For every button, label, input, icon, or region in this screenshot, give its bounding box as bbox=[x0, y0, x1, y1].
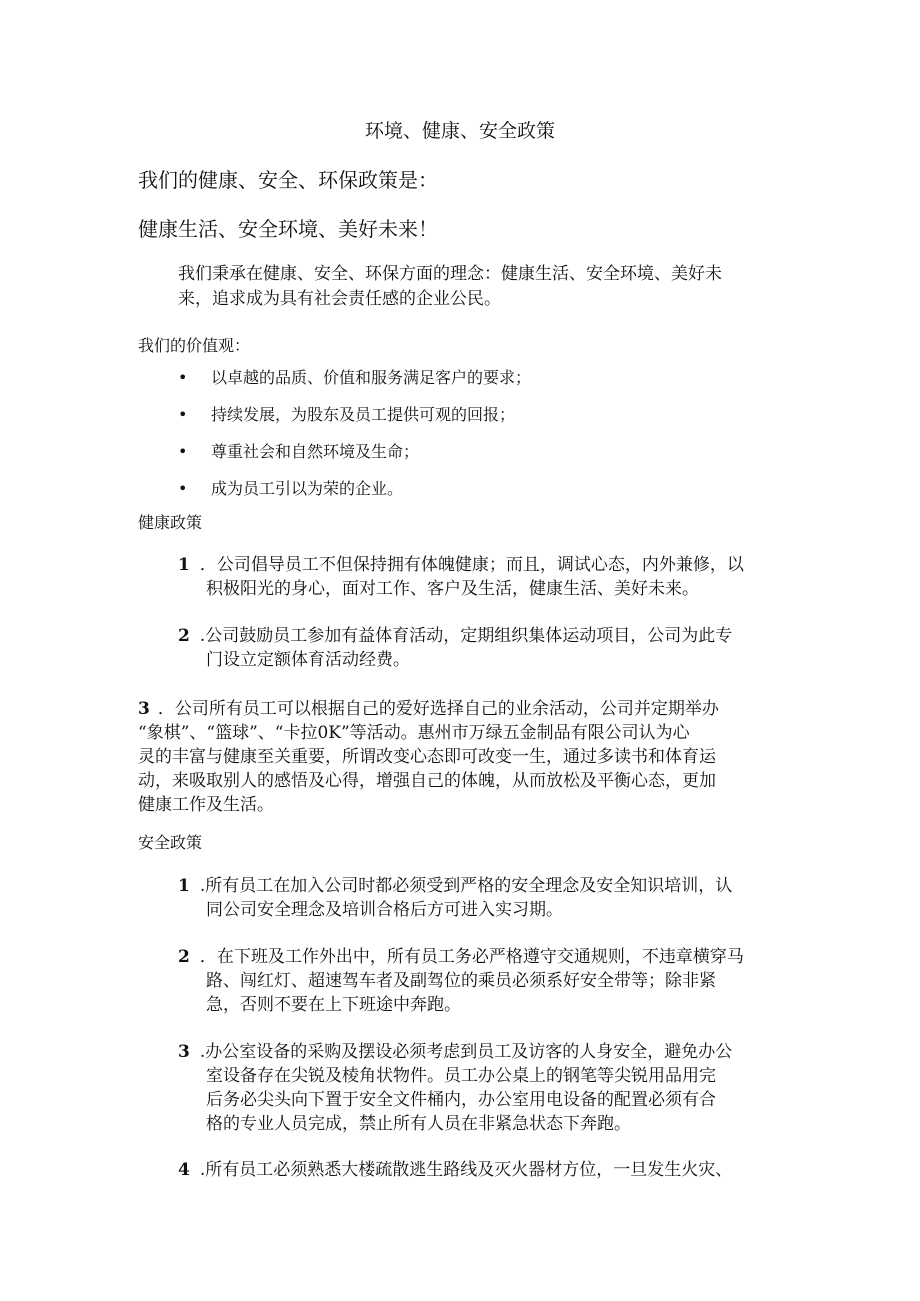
item-line: 动，来吸取别人的感悟及心得，增强自己的体魄，从而放松及平衡心态，更加 bbox=[138, 771, 716, 791]
item-number: 4 bbox=[178, 1160, 190, 1180]
item-line: 灵的丰富与健康至关重要，所谓改变心态即可改变一生，通过多读书和体育运 bbox=[138, 747, 716, 767]
item-line: 急，否则不要在上下班途中奔跑。 bbox=[206, 995, 461, 1015]
safety-heading: 安全政策 bbox=[138, 833, 203, 852]
item-number: 1 bbox=[178, 555, 190, 575]
item-number: 3 bbox=[138, 699, 150, 719]
value-text: 成为员工引以为荣的企业。 bbox=[211, 479, 404, 498]
health-item-3 bbox=[138, 697, 719, 817]
item-line: 门设立定额体育活动经费。 bbox=[206, 650, 410, 670]
value-text: 尊重社会和自然环境及生命； bbox=[211, 442, 420, 461]
intro-line-2: 健康生活、安全环境、美好未来！ bbox=[138, 217, 438, 241]
value-text: 持续发展，为股东及员工提供可观的回报； bbox=[211, 405, 516, 424]
commitment-line: 我们秉承在健康、安全、环保方面的理念：健康生活、安全环境、美好未 bbox=[178, 264, 722, 284]
item-line: .所有员工在加入公司时都必须受到严格的安全理念及安全知识培训，认 bbox=[199, 876, 733, 896]
item-line: .公司鼓励员工参加有益体育活动，定期组织集体运动项目，公司为此专 bbox=[199, 626, 733, 646]
commitment-paragraph bbox=[178, 262, 722, 312]
safety-item-4 bbox=[178, 1158, 732, 1182]
item-number: 2 bbox=[178, 947, 190, 967]
item-line: ．在下班及工作外出中，所有员工务必严格遵守交通规则，不违章横穿马 bbox=[199, 947, 744, 967]
bullet-icon: • bbox=[178, 479, 188, 498]
item-line: 格的专业人员完成，禁止所有人员在非紧急状态下奔跑。 bbox=[206, 1114, 631, 1134]
bullet-icon: • bbox=[178, 442, 188, 461]
item-number: 2 bbox=[178, 626, 190, 646]
item-line: 积极阳光的身心，面对工作、客户及生活，健康生活、美好未来。 bbox=[206, 579, 699, 599]
item-line: 同公司安全理念及培训合格后方可进入实习期。 bbox=[206, 900, 563, 920]
item-line: 室设备存在尖锐及棱角状物件。员工办公桌上的钢笔等尖锐用品用完 bbox=[206, 1066, 716, 1086]
item-line: “象棋”、“篮球”、“卡拉0K”等活动。惠州市万绿五金制品有限公司认为心 bbox=[138, 723, 690, 743]
health-item-1 bbox=[178, 553, 744, 601]
safety-item-2 bbox=[178, 945, 744, 1017]
intro-line-1: 我们的健康、安全、环保政策是： bbox=[138, 168, 438, 192]
item-number: 3 bbox=[178, 1042, 190, 1062]
value-text: 以卓越的品质、价值和服务满足客户的要求； bbox=[211, 368, 532, 387]
item-line: 后务必尖头向下置于安全文件桶内，办公室用电设备的配置必须有合 bbox=[206, 1090, 716, 1110]
item-line: 健康工作及生活。 bbox=[138, 795, 274, 815]
safety-item-1 bbox=[178, 874, 732, 922]
commitment-line: 来，追求成为具有社会责任感的企业公民。 bbox=[178, 289, 501, 309]
item-line: .办公室设备的采购及摆设必须考虑到员工及访客的人身安全，避免办公 bbox=[199, 1042, 733, 1062]
item-line: .所有员工必须熟悉大楼疏散逃生路线及灭火器材方位，一旦发生火灾、 bbox=[199, 1160, 733, 1180]
document-title: 环境、健康、安全政策 bbox=[364, 120, 555, 142]
values-heading: 我们的价值观： bbox=[138, 336, 251, 355]
item-line: ．公司所有员工可以根据自己的爱好选择自己的业余活动，公司并定期举办 bbox=[157, 699, 719, 719]
health-item-2 bbox=[178, 624, 732, 672]
item-number: 1 bbox=[178, 876, 190, 896]
safety-item-3 bbox=[178, 1040, 732, 1136]
health-heading: 健康政策 bbox=[138, 513, 203, 532]
item-line: ．公司倡导员工不但保持拥有体魄健康；而且，调试心态，内外兼修，以 bbox=[199, 555, 744, 575]
item-line: 路、闯红灯、超速驾车者及副驾位的乘员必须系好安全带等；除非紧 bbox=[206, 971, 716, 991]
bullet-icon: • bbox=[178, 405, 188, 424]
bullet-icon: • bbox=[178, 368, 188, 387]
